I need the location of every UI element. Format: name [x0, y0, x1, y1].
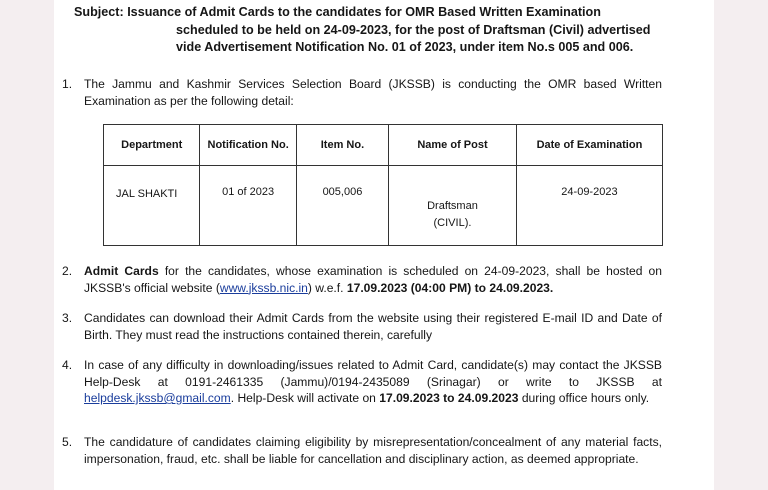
- website-link[interactable]: www.jkssb.nic.in: [219, 280, 308, 295]
- point-number: 5.: [62, 435, 73, 449]
- point-text: for the candidates, whose examination is scheduled on 24-09-2023, shall be hosted on JKSSB's official website (: [84, 264, 663, 295]
- point-number: 3.: [62, 311, 73, 325]
- point-text: during office hours only.: [518, 391, 650, 405]
- cell-date: 24-09-2023: [516, 166, 662, 246]
- point-text: ) w.e.f.: [307, 280, 347, 295]
- point-text: In case of any difficulty in downloading/issues related to Admit Card, candidate(s) may contact the JKSSB Help-Desk at 0191-2461335 (Jammu)/0194-2435089 (Srinagar) or write to JKSSB at: [84, 358, 662, 389]
- cell-post: [389, 166, 517, 246]
- point-5: [62, 434, 662, 467]
- table-row: [104, 166, 663, 246]
- header-item: Item No.: [296, 125, 388, 166]
- subject-label: Subject:: [74, 5, 124, 19]
- point-2: [62, 263, 663, 296]
- point-bold-dates: 17.09.2023 (04:00 PM) to 24.09.2023.: [346, 280, 554, 295]
- subject-block: [74, 4, 674, 57]
- point-text: . Help-Desk will activate on: [230, 391, 380, 405]
- header-date: Date of Examination: [516, 125, 662, 166]
- cell-item: 005,006: [296, 166, 388, 246]
- subject-line-2: scheduled to be held on 24-09-2023, for the post of Draftsman (Civil) advertised: [176, 22, 651, 37]
- point-text: The candidature of candidates claiming eligibility by misrepresentation/concealment of any material facts, impersonation, fraud, etc. shall be liable for cancellation and disciplinary action, as deemed appropriate.: [84, 435, 662, 466]
- point-3: [62, 310, 662, 343]
- point-1: [62, 76, 662, 109]
- point-4: [62, 357, 662, 407]
- point-number: 1.: [62, 77, 73, 91]
- point-text: Candidates can download their Admit Cards from the website using their registered E-mail ID and Date of Birth. They must read the instructions contained therein, carefully: [84, 311, 662, 342]
- cell-notification: 01 of 2023: [200, 166, 296, 246]
- header-department: Department: [104, 125, 200, 166]
- cell-department: JAL SHAKTI: [104, 166, 200, 246]
- subject-line-1: Issuance of Admit Cards to the candidates for OMR Based Written Examination: [127, 5, 601, 19]
- table-header-row: [104, 125, 663, 166]
- post-name: Draftsman: [427, 200, 478, 212]
- email-link[interactable]: helpdesk.jkssb@gmail.com: [84, 391, 231, 405]
- point-number: 2.: [62, 264, 73, 278]
- document-page: [54, 0, 714, 490]
- examination-table: [103, 124, 663, 246]
- point-number: 4.: [62, 358, 73, 372]
- header-notification: Notification No.: [200, 125, 296, 166]
- post-discipline: (CIVIL).: [433, 217, 472, 229]
- point-bold-lead: Admit Cards: [84, 264, 159, 278]
- subject-line-3: vide Advertisement Notification No. 01 of 2023, under item No.s 005 and 006.: [176, 40, 634, 54]
- point-text: The Jammu and Kashmir Services Selection Board (JKSSB) is conducting the OMR based Written Examination as per the following detail:: [84, 77, 662, 108]
- header-post: Name of Post: [389, 125, 517, 166]
- point-bold-dates: 17.09.2023 to 24.09.2023: [379, 391, 519, 405]
